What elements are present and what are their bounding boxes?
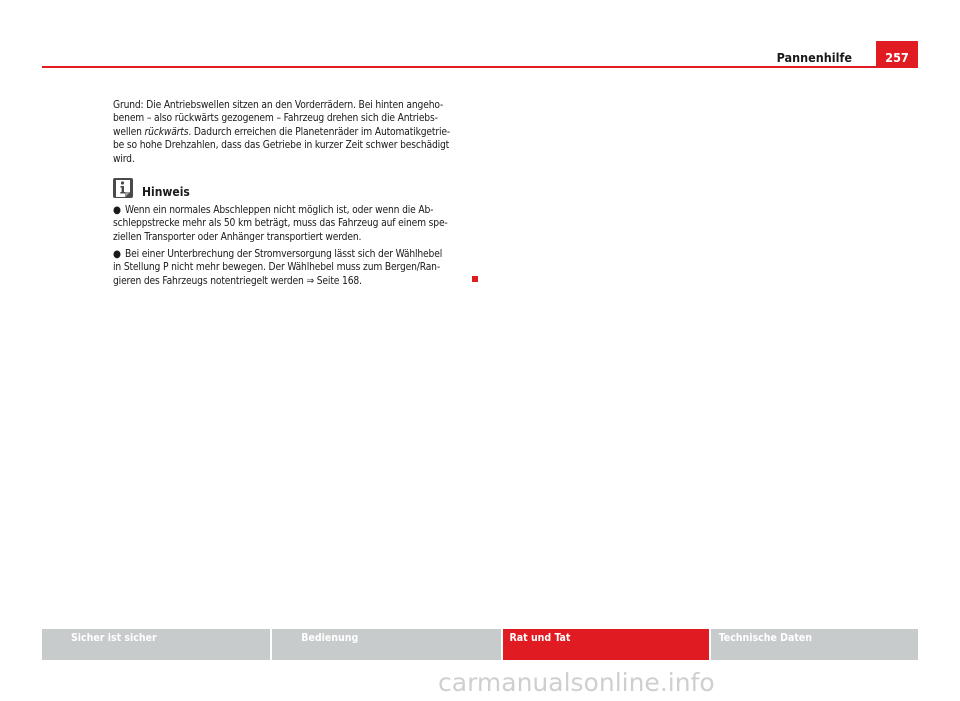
note-bullet-item <box>113 248 465 288</box>
info-note-icon <box>113 178 133 198</box>
note-title: Hinweis <box>142 185 190 199</box>
footer-tab-sicher-ist-sicher[interactable]: Sicher ist sicher <box>42 629 270 660</box>
footer-tab-technische-daten[interactable]: Technische Daten <box>711 629 918 660</box>
header-rule <box>42 66 918 68</box>
note-bullet-item <box>113 204 465 244</box>
bullet-line: gieren des Fahrzeugs notentriegelt werden ⇒ Seite 168. <box>113 275 362 287</box>
bullet-line: Bei einer Unterbrechung der Stromversorgung lässt sich der Wählhebel <box>125 249 443 260</box>
bullet-line: ziellen Transporter oder Anhänger transportiert werden. <box>113 231 362 243</box>
intro-paragraph <box>113 99 465 166</box>
note-heading <box>113 178 313 200</box>
intro-line: Grund: Die Antriebswellen sitzen an den Vorderrädern. Bei hinten angeho- <box>113 100 444 111</box>
footer-tab-rat-und-tat[interactable]: Rat und Tat <box>503 629 709 660</box>
intro-line: benem – also rückwärts gezogenem – Fahrzeug drehen sich die Antriebs- <box>113 113 438 125</box>
watermark-text: carmanualsonline.info <box>438 668 715 697</box>
bullet-line: Wenn ein normales Abschleppen nicht möglich ist, oder wenn die Ab- <box>125 205 434 216</box>
footer-tab-bar <box>42 629 918 660</box>
bullet-line: schleppstrecke mehr als 50 km beträgt, muss das Fahrzeug auf einem spe- <box>113 218 448 230</box>
page-number-badge: 257 <box>876 41 918 68</box>
section-end-marker <box>472 276 478 282</box>
intro-line: wird. <box>113 153 135 165</box>
bullet-dot: ● <box>113 249 121 260</box>
bullet-dot: ● <box>113 205 121 216</box>
footer-tab-bedienung[interactable]: Bedienung <box>272 629 500 660</box>
intro-line: be so hohe Drehzahlen, dass das Getriebe in kurzer Zeit schwer beschädigt <box>113 140 450 152</box>
page-title: Pannenhilfe <box>776 50 852 65</box>
emphasis-text: rückwärts <box>144 126 189 138</box>
intro-line: wellen <box>113 126 145 138</box>
bullet-line: in Stellung P nicht mehr bewegen. Der Wählhebel muss zum Bergen/Ran- <box>113 262 440 274</box>
intro-line: . Dadurch erreichen die Planetenräder im Automatikgetrie- <box>188 126 451 138</box>
